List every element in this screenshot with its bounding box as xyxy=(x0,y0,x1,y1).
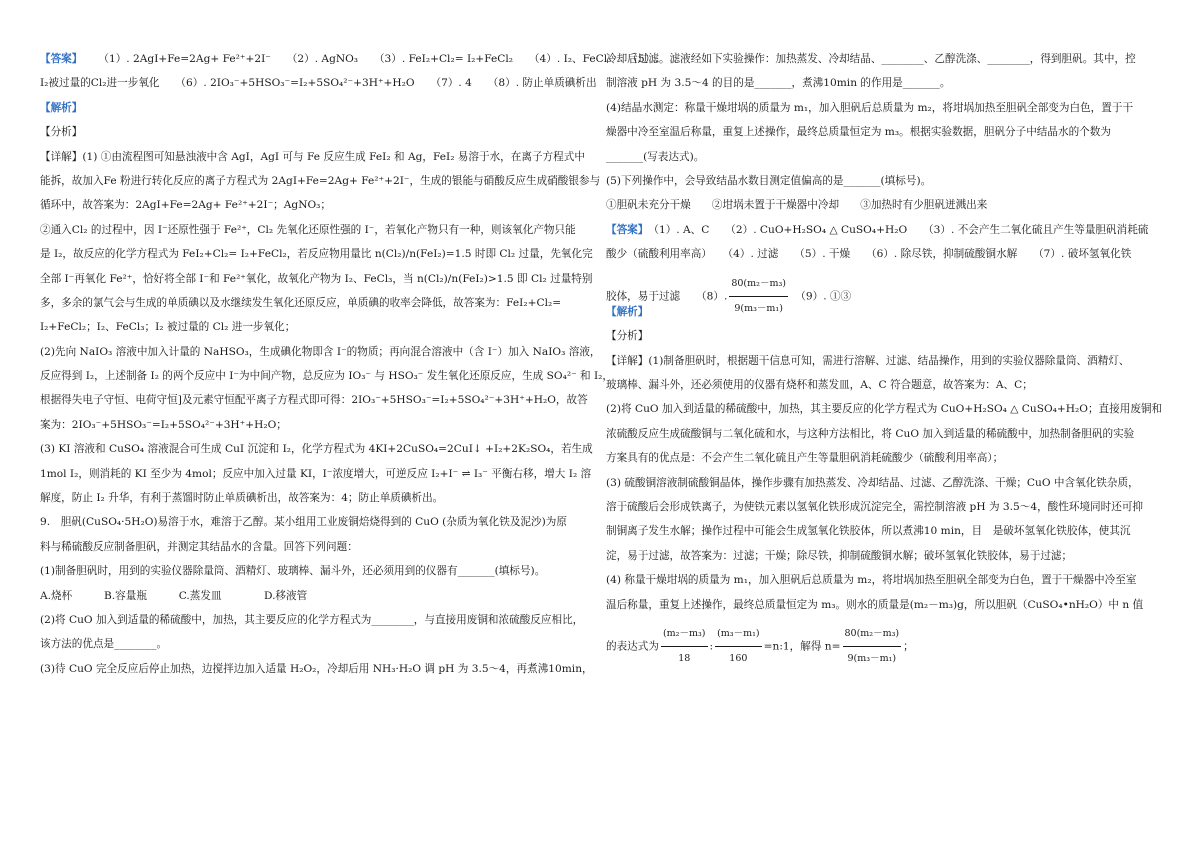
right-line-4: _______(写表达式)。 xyxy=(606,150,705,163)
right-line-11 xyxy=(606,305,1151,320)
right-line-13: 【详解】(1)制备胆矾时，根据题干信息可知，需进行溶解、过滤、结晶操作，用到的实验仪器除量筒、酒精灯、 xyxy=(606,354,1130,367)
left-line-13: 反应得到 I₂，上述制备 I₂ 的两个反应中 I⁻为中间产物，总反应为 IO₃⁻ 与 HSO₃⁻ 发生氧化还原反应，生成 SO₄²⁻ 和 I₂， xyxy=(40,370,614,383)
right-line-24: 的表达式为 $\frac{\text{(m₂－m₃)}}{18}$ : $\frac{\text{(m₃－m₁)}}{160}$ =n:1，解得 n= $\frac{\text{80(m₂－m₃)}}{\text{9(m₃－m₁)}}$ ； xyxy=(606,622,1151,646)
right-line-23: 温后称量，重复上述操作，最终总质量恒定为 m₃。则水的质量是(m₂－m₃)g，所以胆矾（CuSO₄•nH₂O）中 n 值 xyxy=(606,598,1144,611)
right-line-7: 【答案】 （1）. A、C （2）. CuO+H₂SO₄ △ CuSO₄+H₂O （3）. 不会产生二氧化硫且产生等量胆矾消耗硫 xyxy=(606,223,1149,236)
left-line-7: ②通入Cl₂ 的过程中，因 I⁻还原性强于 Fe²⁺，Cl₂ 先氧化还原性强的 I⁻，若氧化产物只有一种，则该氧化产物只能 xyxy=(40,223,576,236)
right-line-1: 制溶液 pH 为 3.5～4 的目的是_______，煮沸10min 的作用是_______。 xyxy=(606,77,951,90)
right-line-6: ①胆矾未充分干燥 ②坩埚未置于干燥器中冷却 ③加热时有少胆矾迸溅出来 xyxy=(606,199,988,212)
left-line-15: 案为：2IO₃⁻+5HSO₃⁻=I₂+5SO₄²⁻+3H⁺+H₂O； xyxy=(40,418,287,431)
right-line-2: (4)结晶水测定：称量干燥坩埚的质量为 m₁，加入胆矾后总质量为 m₂，将坩埚加热至胆矾全部变为白色，置于干 xyxy=(606,101,1134,114)
fraction-water: $\frac{\text{(m₂－m₃)}}{18}$ xyxy=(661,622,708,671)
left-line-22: A.烧杯 B.容量瓶 C.蒸发皿 D.移液管 xyxy=(40,589,308,602)
right-line-0: 冷却后过滤。滤液经如下实验操作：加热蒸发、冷却结晶、________、乙醇洗涤、________，得到胆矾。其中，控 xyxy=(606,53,1136,65)
right-column xyxy=(606,52,1163,664)
left-line-14: 根据得失电子守恒、电荷守恒]及元素守恒配平离子方程式即可得：2IO₃⁻+5HSO₃⁻=I₂+5SO₄²⁻+3H⁺+H₂O，故答 xyxy=(40,394,588,407)
left-line-11: I₂+FeCl₂；I₂、FeCl₃；I₂ 被过量的 Cl₂ 进一步氧化； xyxy=(40,321,296,334)
left-line-4: 【详解】(1) ①由流程图可知悬浊液中含 AgI，AgI 可与 Fe 反应生成 FeI₂ 和 Ag，FeI₂ 易溶于水，在离子方程式中 xyxy=(40,150,585,163)
left-line-18: 解度，防止 I₂ 升华，有利于蒸馏时防止单质碘析出，故答案为：4；防止单质碘析出。 xyxy=(40,492,444,505)
right-line-14: 玻璃棒、漏斗外，还必须使用的仪器有烧杯和蒸发皿，A、C 符合题意，故答案为：A、C； xyxy=(606,379,1033,392)
fraction-n: $\frac{\text{80(m₂－m₃)}}{\text{9(m₃－m₁)}}$ xyxy=(843,622,902,671)
right-line-17: 方案具有的优点是：不会产生二氧化硫且产生等量胆矾消耗硫酸少（硫酸利用率高）； xyxy=(606,452,1004,465)
left-line-5: 能拆，故加入Fe 粉进行转化反应的离子方程式为 2AgI+Fe=2Ag+ Fe²⁺+2I⁻，生成的银能与硝酸反应生成硝酸银参与 xyxy=(40,174,601,187)
right-line-16: 浓硫酸反应生成硫酸铜与二氧化硫和水，与这种方法相比，将 CuO 加入到适量的稀硫酸中，加热制备胆矾的实验 xyxy=(606,427,1135,440)
right-line-21: 淀，易于过滤，故答案为：过滤；干燥；除尽铁，抑制硫酸铜水解；破坏氢氧化铁胶体，易于过滤； xyxy=(606,549,1073,562)
analysis-tag: 【解析】 xyxy=(40,101,83,114)
left-line-3: 【分析】 xyxy=(40,126,83,139)
left-line-12: (2)先向 NaIO₃ 溶液中加入计量的 NaHSO₃，生成碘化物即含 I⁻的物质；再向混合溶液中（含 I⁻）加入 NaIO₃ 溶液， xyxy=(40,345,601,358)
left-line-6: 循环中，故答案为：2AgI+Fe=2Ag+ Fe²⁺+2I⁻；AgNO₃； xyxy=(40,199,332,212)
left-line-2 xyxy=(40,101,580,116)
left-line-21: (1)制备胆矾时，用到的实验仪器除量筒、酒精灯、玻璃棒、漏斗外，还必须用到的仪器有_______(填标号)。 xyxy=(40,565,546,578)
right-line-9: 胶体，易于过滤 （8）. $\frac{\text{80(m₂－m₃)}}{\text{9(m₃－m₁)}}$ （9）. ①③ xyxy=(606,272,1151,296)
left-line-0: 【答案】 （1）. 2AgI+Fe=2Ag+ Fe²⁺+2I⁻ （2）. AgNO₃ （3）. FeI₂+Cl₂= I₂+FeCl₂ （4）. I₂、FeCl₃ （5）. xyxy=(40,53,659,65)
left-line-17: 1mol I₂，则消耗的 KI 至少为 4mol；反应中加入过量 KI，I⁻浓度增大，可逆反应 I₂+I⁻ ⇌ I₃⁻ 平衡右移，增大 I₂ 溶 xyxy=(40,467,592,480)
right-line-22: (4) 称量干燥坩埚的质量为 m₁，加入胆矾后总质量为 m₂，将坩埚加热至胆矾全部变为白色，置于干燥器中冷至室 xyxy=(606,574,1137,587)
right-line-19: 溶于硫酸后会形成铁离子，为使铁元素以氢氧化铁形成沉淀完全，需控制溶液 pH 为 3.5～4，酸性环境同时还可抑 xyxy=(606,501,1144,514)
analysis-tag: 【解析】 xyxy=(606,305,649,318)
left-line-25: (3)待 CuO 完全反应后停止加热，边搅拌边加入适量 H₂O₂，冷却后用 NH₃·H₂O 调 pH 为 3.5～4，再煮沸10min， xyxy=(40,662,593,675)
left-line-16: (3) KI 溶液和 CuSO₄ 溶液混合可生成 CuI 沉淀和 I₂，化学方程式为 4KI+2CuSO₄=2CuI↓ +I₂+2K₂SO₄，若生成 xyxy=(40,443,593,456)
formula-8: $\frac{\text{80(m₂－m₃)}}{\text{9(m₃－m₁)}}$ xyxy=(729,272,788,321)
right-line-12: 【分析】 xyxy=(606,330,649,343)
left-line-24: 该方法的优点是________。 xyxy=(40,638,168,651)
left-line-8: 是 I₂，故反应的化学方程式为 FeI₂+Cl₂= I₂+FeCl₂，若反应物用量比 n(Cl₂)/n(FeI₂)=1.5 时即 Cl₂ 过量，先氧化完 xyxy=(40,248,593,261)
left-line-10: 多，多余的氯气会与生成的单质碘以及水继续发生氧化还原反应，单质碘的收率会降低，故答案为：FeI₂+Cl₂= xyxy=(40,296,562,309)
left-line-20: 料与稀硫酸反应制备胆矾，并测定其结晶水的含量。回答下列问题： xyxy=(40,540,358,553)
right-line-20: 制铜离子发生水解；操作过程中可能会生成氢氧化铁胶体，所以煮沸10 min，目 是破坏氢氧化铁胶体，使其沉 xyxy=(606,525,1131,538)
left-line-1: I₂被过量的Cl₂进一步氧化 （6）. 2IO₃⁻+5HSO₃⁻=I₂+5SO₄²⁻+3H⁺+H₂O （7）. 4 （8）. 防止单质碘析出 xyxy=(40,77,597,90)
right-line-5: (5)下列操作中，会导致结晶水数目测定值偏高的是_______(填标号)。 xyxy=(606,174,932,187)
left-line-9: 全部 I⁻再氧化 Fe²⁺，恰好将全部 I⁻和 Fe²⁺氧化，故氧化产物为 I₂、FeCl₃，当 n(Cl₂)/n(FeI₂)>1.5 即 Cl₂ 过量特别 xyxy=(40,272,593,285)
fraction-cuso4: $\frac{\text{(m₃－m₁)}}{160}$ xyxy=(715,622,762,671)
right-line-8: 酸少（硫酸利用率高） （4）. 过滤 （5）. 干燥 （6）. 除尽铁，抑制硫酸铜水解 （7）. 破坏氢氧化铁 xyxy=(606,248,1132,261)
left-line-19: 9. 胆矾(CuSO₄·5H₂O)易溶于水，难溶于乙醇。某小组用工业废铜焙烧得到的 CuO (杂质为氧化铁及泥沙)为原 xyxy=(40,516,567,529)
answer-tag: 【答案】 xyxy=(606,223,644,236)
right-line-3: 燥器中冷至室温后称量，重复上述操作，最终总质量恒定为 m₃。根据实验数据，胆矾分子中结晶水的个数为 xyxy=(606,126,1111,139)
left-line-23: (2)将 CuO 加入到适量的稀硫酸中，加热，其主要反应的化学方程式为________，与直接用废铜和浓硫酸反应相比， xyxy=(40,613,584,626)
answer-tag: 【答案】 xyxy=(40,53,83,65)
right-line-15: (2)将 CuO 加入到适量的稀硫酸中，加热，其主要反应的化学方程式为 CuO+H₂SO₄ △ CuSO₄+H₂O；直接用废铜和 xyxy=(606,403,1163,416)
right-line-18: (3) 硫酸铜溶液制硫酸铜晶体，操作步骤有加热蒸发、冷却结晶、过滤、乙醇洗涤、干燥；CuO 中含氧化铁杂质， xyxy=(606,476,1139,489)
